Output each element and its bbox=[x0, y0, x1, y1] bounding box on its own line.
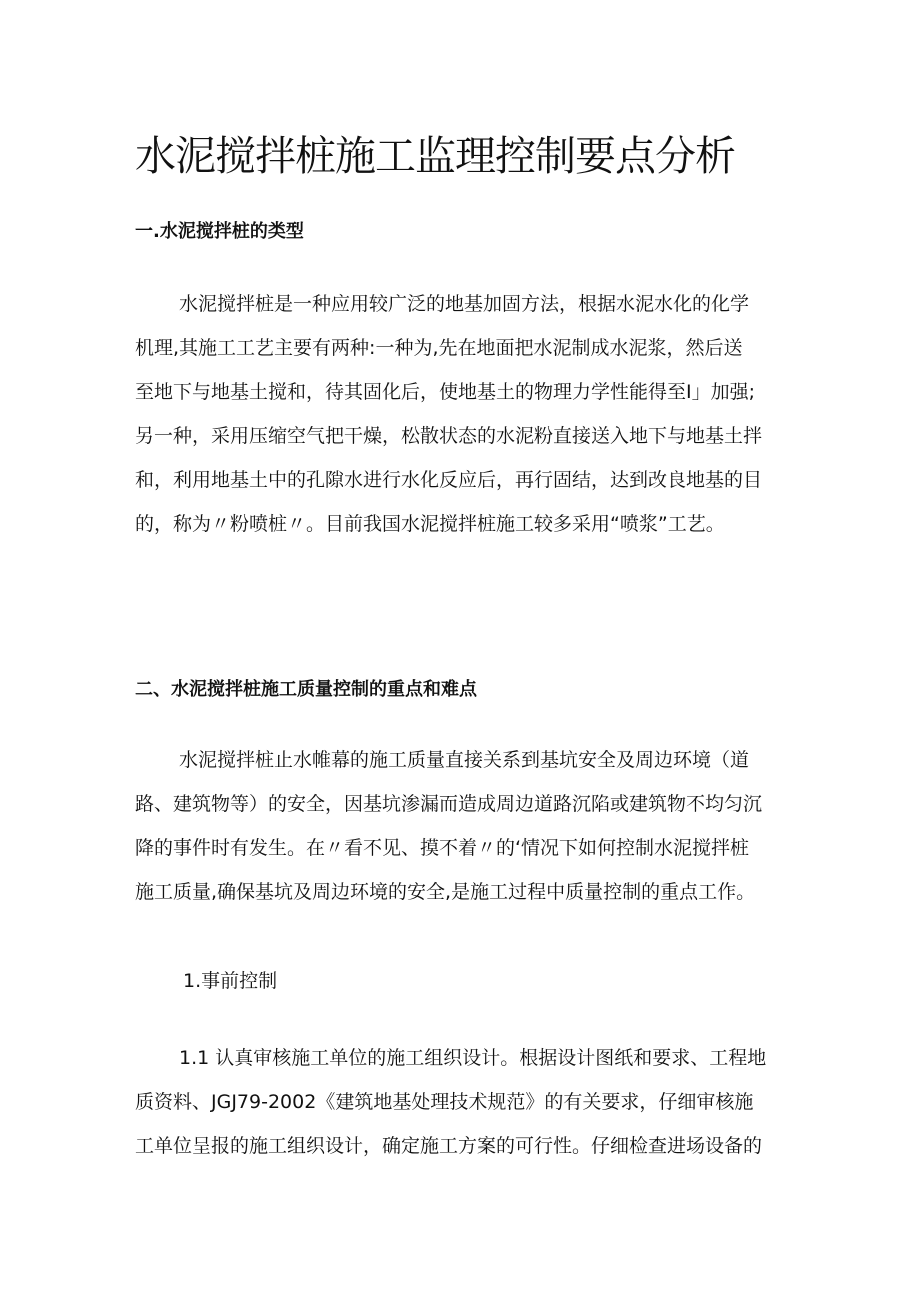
paragraph-line: 降的事件时有发生。在〃看不见、摸不着〃的‘情况下如何控制水泥搅拌桩 bbox=[135, 837, 750, 859]
paragraph-line: 另一种，采用压缩空气把干燥，松散状态的水泥粉直接送入地下与地基土拌 bbox=[135, 425, 763, 447]
paragraph-types bbox=[135, 282, 795, 546]
paragraph-line: 机理,其施工工艺主要有两种:一种为,先在地面把水泥制成水泥浆，然后送 bbox=[135, 337, 743, 359]
paragraph-line: 水泥搅拌桩止水帷幕的施工质量直接关系到基坑安全及周边环境（道 bbox=[179, 749, 750, 771]
paragraph-line: 1.1 认真审核施工单位的施工组织设计。根据设计图纸和要求、工程地 bbox=[179, 1047, 767, 1069]
paragraph-line: 的，称为〃粉喷桩〃。目前我国水泥搅拌桩施工较多采用“喷浆”工艺。 bbox=[135, 513, 725, 535]
document-title: 水泥搅拌桩施工监理控制要点分析 bbox=[135, 132, 735, 180]
paragraph-line: 工单位呈报的施工组织设计，确定施工方案的可行性。仔细检查进场设备的 bbox=[135, 1135, 763, 1157]
paragraph-line: 施工质量,确保基坑及周边环境的安全,是施工过程中质量控制的重点工作。 bbox=[135, 881, 756, 903]
paragraph-line: 质资料、JGJ79-2002《建筑地基处理技术规范》的有关要求，仔细审核施 bbox=[135, 1091, 754, 1113]
subsection-heading-prior-control: 1.事前控制 bbox=[183, 970, 278, 992]
section-heading-types: 一.水泥搅拌桩的类型 bbox=[135, 221, 304, 242]
section-heading-quality-control: 二、水泥搅拌桩施工质量控制的重点和难点 bbox=[135, 679, 477, 700]
paragraph-line: 路、建筑物等）的安全，因基坑渗漏而造成周边道路沉陷或建筑物不均匀沉 bbox=[135, 793, 763, 815]
paragraph-line: 至地下与地基土搅和，待其固化后，使地基土的物理力学性能得至I」加强; bbox=[135, 381, 756, 403]
paragraph-line: 水泥搅拌桩是一种应用较广泛的地基加固方法，根据水泥水化的化学 bbox=[179, 293, 750, 315]
paragraph-item-1-1 bbox=[135, 1036, 795, 1168]
paragraph-line: 和，利用地基土中的孔隙水进行水化反应后，再行固结，达到改良地基的目 bbox=[135, 469, 763, 491]
paragraph-quality-control bbox=[135, 738, 795, 914]
